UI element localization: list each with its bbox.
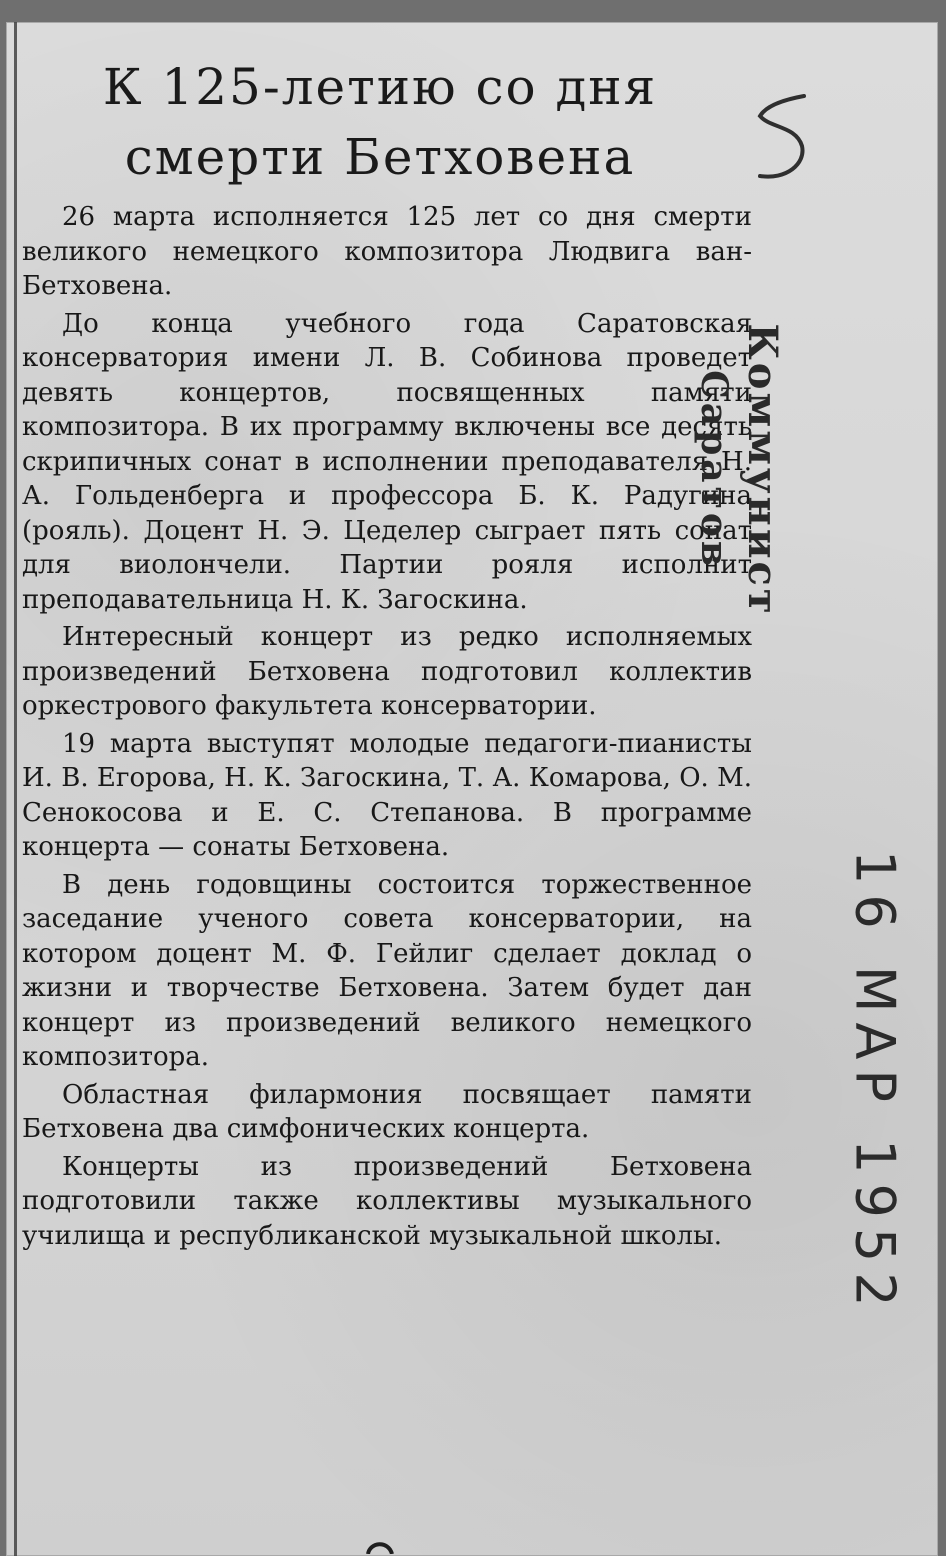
paragraph-2: До конца учебного года Саратовская консерватория имени Л. В. Собинова проведет девять концертов, посвященных памяти композитора. В их программу включены все десять скрипичных сонат в исполнении преподавателя Н. А. Гольденберга и профессора Б. К. Радугина (рояль). Доцент Н. Э. Цеделер сыграет пять сонат для виолончели. Партии рояля исполнит преподавательница Н. К. Загоскина. [22,308,752,615]
paragraph-1: 26 марта исполняется 125 лет со дня смерти великого немецкого композитора Людвига ван-Бетховена. [22,202,752,301]
publication-city: Саратов [693,370,735,570]
paragraph-6: Областная филармония посвящает памяти Бетховена два симфонических концерта. [22,1079,752,1144]
paragraph-7: Концерты из произведений Бетховена подготовили также коллективы музыкального училища и республиканской музыкальной школы. [22,1151,752,1251]
article-body [22,200,752,1256]
publication-name: Коммунист [739,323,786,617]
paragraph-5: В день годовщины состоится торжественное заседание ученого совета консерватории, на котором доцент М. Ф. Гейлиг сделает доклад о жизни и творчестве Бетховена. Затем будет дан концерт из произведений великого немецкого композитора. [22,869,752,1072]
date-stamp: 16 МАР 1952 [843,850,907,1317]
paragraph-3: Интересный концерт из редко исполняемых произведений Бетховена подготовил коллектив оркестрового факультета консерватории. [22,622,752,721]
cropped-glyph [360,1536,400,1554]
paragraph-4: 19 марта выступят молодые педагоги-пианисты И. В. Егорова, Н. К. Загоскина, Т. А. Комарова, О. М. Сенокосова и Е. С. Степанова. В программе концерта — сонаты Бетховена. [22,728,752,862]
handwritten-number-mark [742,88,832,208]
article-headline: К 125-летию со дня смерти Бетховена [102,58,658,186]
page-edge [14,22,17,1556]
publication-stamp [692,320,788,620]
